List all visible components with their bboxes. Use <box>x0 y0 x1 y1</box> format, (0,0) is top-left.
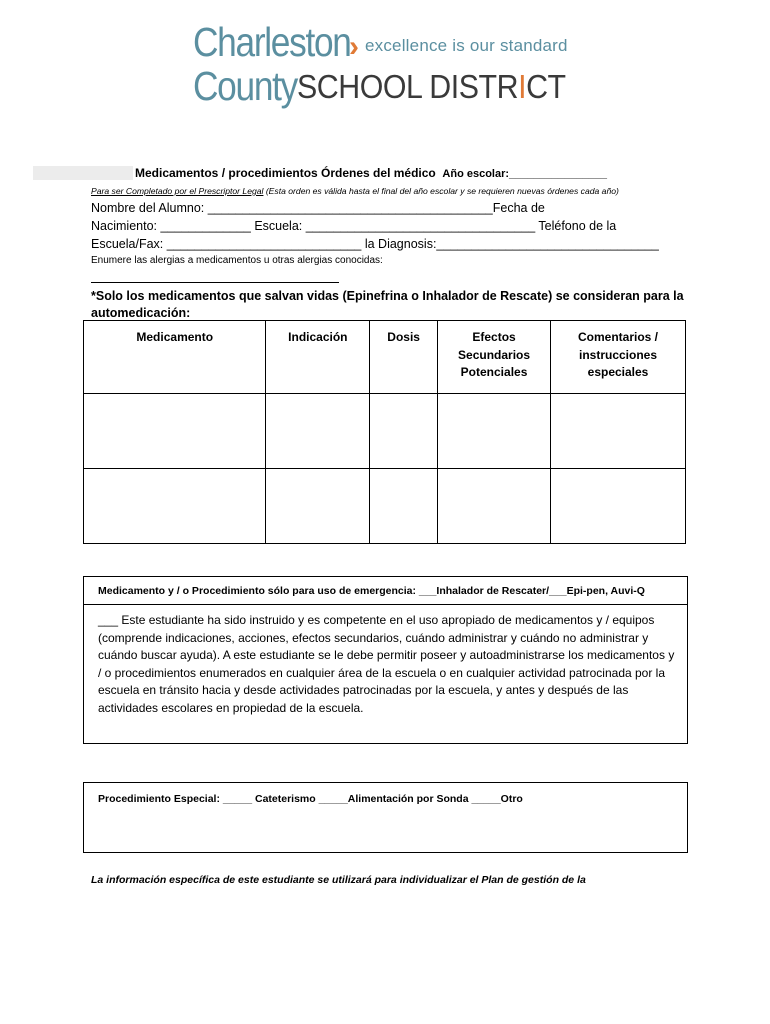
table-cell[interactable] <box>438 394 551 469</box>
medication-table <box>83 320 686 544</box>
table-cell[interactable] <box>551 394 686 469</box>
emergency-use-box <box>83 576 688 744</box>
footer-note: La información específica de este estudiante se utilizará para individualizar el Plan de gestión de la <box>91 874 586 886</box>
table-cell[interactable] <box>370 394 438 469</box>
logo-district-part1: SCHOOL DISTR <box>297 68 519 105</box>
self-administration-statement[interactable]: ___ Este estudiante ha sido instruido y es competente en el uso apropiado de medicamentos y / equipos (comprende indicaciones, acciones, efectos secundarios, cuándo administrar y cuándo no administrar y cuándo buscar ayuda). A este estudiante se le debe permitir poseer y autoadministrarse los medicamentos y / o procedimientos enumerados en cualquier área de la escuela o en cualquier actividad patrocinada por la escuela en tránsito hacia y desde actividades patrocinadas por la escuela, y antes y después de las actividades escolares en propiedad de la escuela. <box>98 613 675 715</box>
student-name-field[interactable]: Nombre del Alumno: _________________________________________Fecha de <box>91 201 545 215</box>
table-row <box>84 394 686 469</box>
birth-school-phone-field[interactable]: Nacimiento: _____________ Escuela: _________________________________ Teléfono de la <box>91 219 617 233</box>
prescriber-instruction <box>91 186 619 196</box>
table-cell[interactable] <box>438 469 551 544</box>
school-year-field[interactable]: Año escolar:________________ <box>442 168 607 180</box>
prescriber-instruction-rest: (Esta orden es válida hasta el final del año escolar y se requieren nuevas órdenes cada año) <box>263 186 619 196</box>
logo-county-text: County <box>193 63 297 109</box>
logo-chevron-icon: › <box>349 30 359 63</box>
logo-district-part2: CT <box>526 68 566 105</box>
table-cell[interactable] <box>266 394 370 469</box>
special-procedure-box <box>83 782 688 853</box>
header-dosis: Dosis <box>370 321 438 394</box>
form-title-text: Medicamentos / procedimientos Órdenes del médico <box>135 166 436 180</box>
self-medication-note: *Solo los medicamentos que salvan vidas (Epinefrina o Inhalador de Rescate) se consideran para la automedicación: <box>91 289 684 320</box>
emergency-use-header[interactable]: Medicamento y / o Procedimiento sólo para uso de emergencia: ___Inhalador de Rescater/___Epi-pen, Auvi-Q <box>84 577 687 605</box>
header-indicacion: Indicación <box>266 321 370 394</box>
table-cell[interactable] <box>84 469 266 544</box>
allergies-label: Enumere las alergias a medicamentos u otras alergias conocidas: <box>91 255 383 266</box>
logo-district-text <box>297 70 566 103</box>
header-efectos: Efectos Secundarios Potenciales <box>438 321 551 394</box>
logo-charleston-text: Charleston <box>193 19 351 65</box>
table-cell[interactable] <box>551 469 686 544</box>
fax-diagnosis-field[interactable]: Escuela/Fax: ____________________________ la Diagnosis:________________________________ <box>91 237 659 251</box>
table-cell[interactable] <box>84 394 266 469</box>
logo-district-accent: I <box>518 68 527 105</box>
header-medicamento: Medicamento <box>84 321 266 394</box>
header-comentarios: Comentarios / instrucciones especiales <box>551 321 686 394</box>
prescriber-instruction-underlined: Para ser Completado por el Prescriptor Legal <box>91 186 264 196</box>
logo-tagline: excellence is our standard <box>365 36 568 55</box>
allergies-input-line[interactable] <box>91 282 339 283</box>
special-procedure-options[interactable]: Procedimiento Especial: _____ Cateterismo _____Alimentación por Sonda _____Otro <box>98 793 523 805</box>
table-cell[interactable] <box>370 469 438 544</box>
form-title <box>135 166 607 180</box>
table-cell[interactable] <box>266 469 370 544</box>
table-header-row <box>84 321 686 394</box>
title-shading <box>33 166 133 180</box>
table-row <box>84 469 686 544</box>
